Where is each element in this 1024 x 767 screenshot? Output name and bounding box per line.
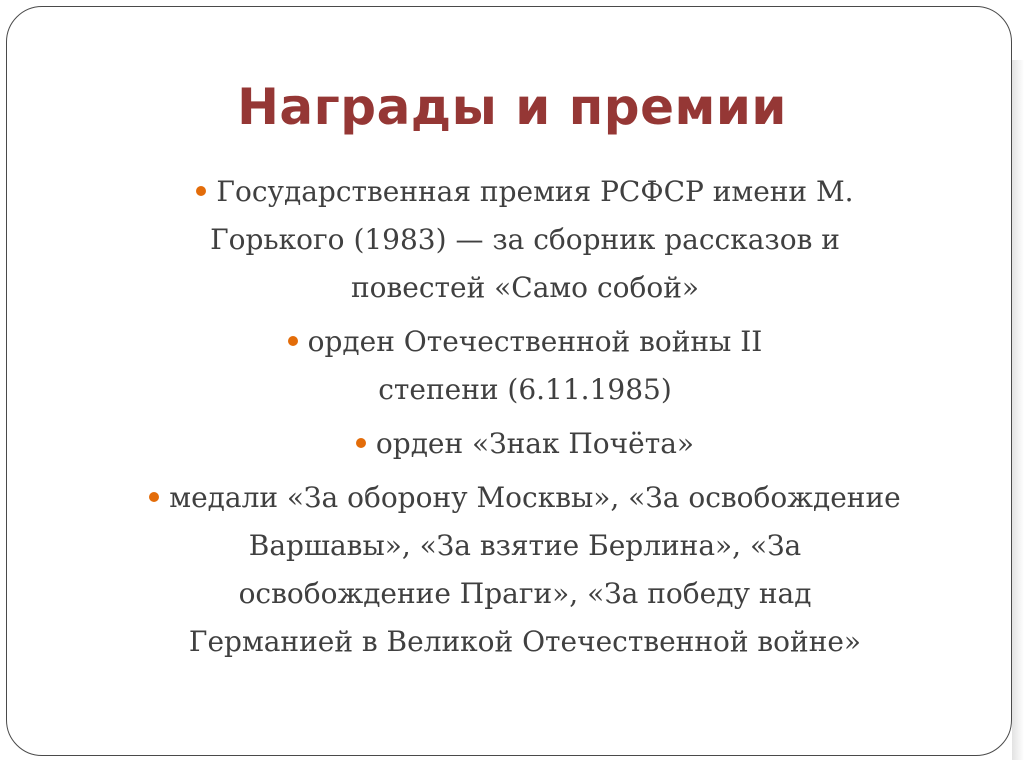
list-item-line: Германией в Великой Отечественной войне» [188,625,862,658]
slide-title: Награды и премии [237,78,787,136]
list-item [100,474,950,666]
bullet-icon [149,492,159,502]
list-item-line: повестей «Само собой» [351,271,699,304]
bullet-icon [288,336,298,346]
list-item-line [100,318,950,366]
bullet-icon [196,186,206,196]
bullet-icon [356,438,366,448]
list-item-line: Горького (1983) — за сборник рассказов и [210,223,840,256]
list-item-text: Государственная премия РСФСР имени М. [216,175,854,208]
list-item-line [100,420,950,468]
awards-list [100,168,950,672]
list-item [100,168,950,312]
list-item-line: освобождение Праги», «За победу над [238,577,812,610]
list-item-text: медали «За оборону Москвы», «За освобождение [169,481,901,514]
list-item [100,420,950,468]
list-item-line: степени (6.11.1985) [378,373,672,406]
list-item-line [100,474,950,522]
list-item-line [100,168,950,216]
slide-shadow [1012,60,1024,760]
list-item-line: Варшавы», «За взятие Берлина», «За [248,529,802,562]
list-item-text: орден Отечественной войны II [307,325,763,358]
list-item [100,318,950,414]
list-item-text: орден «Знак Почёта» [375,427,695,460]
